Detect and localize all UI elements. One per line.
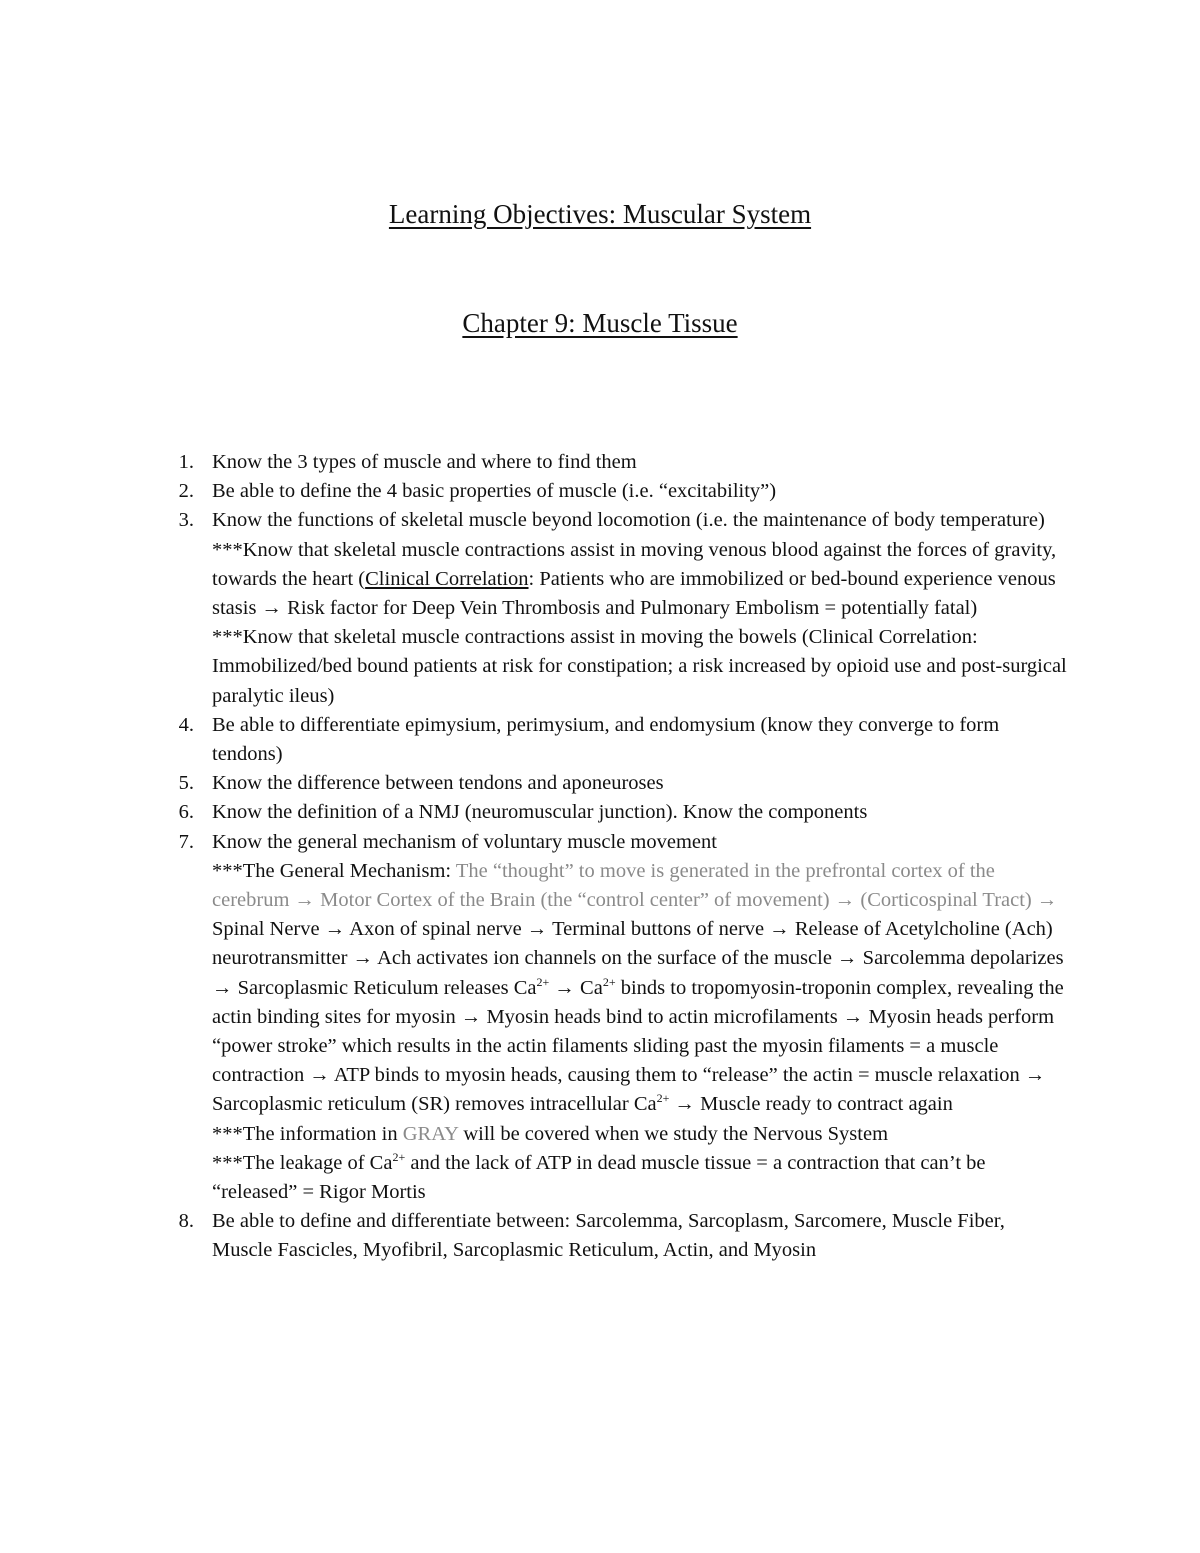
item-text: Know the functions of skeletal muscle beyond locomotion (i.e. the maintenance of body temperature) [212,509,1045,532]
rigor-mortis-note: ***The leakage of $Ca^{2+}$ and the lack of ATP in dead muscle tissue = a contraction that can’t be “released” = Rigor Mortis [212,1149,986,1204]
list-item [168,769,1068,798]
item-number: 7. [178,830,194,853]
objectives-list [168,448,1068,1266]
item-number: 3. [178,509,194,532]
chapter-title: Chapter 9: Muscle Tissue [462,308,738,338]
list-item [168,506,1068,710]
item-number: 5. [178,772,194,795]
list-item [168,711,1068,769]
item-text: Know the 3 types of muscle and where to find them [212,451,637,473]
list-item [168,477,1068,506]
item-text: Know the difference between tendons and aponeuroses [212,772,664,795]
mechanism-note: ***The General Mechanism: The “thought” to move is generated in the prefrontal cortex of the cerebrum → Motor Cortex of the Brain (the “control center” of movement) → (Corticospinal Tract) → Spinal Nerve → Axon of spinal nerve → Terminal buttons of nerve → Release of Acetylcholine (Ach) neurotransmitter → Ach activates ion channels on the surface of the muscle → Sarcolemma depolarizes → Sarcoplasmic Reticulum releases $Ca^{2+} \to Ca^{2+}$ binds to tropomyosin-troponin complex, revealing the actin binding sites for myosin → Myosin heads bind to actin microfilaments → Myosin heads perform “power stroke” which results in the actin filaments sliding past the myosin filaments = a muscle contraction → ATP binds to myosin heads, causing them to “release” the actin = muscle relaxation → Sarcoplasmic reticulum (SR) removes intracellular $Ca^{2+}$ → Muscle ready to contract again [212,859,1064,1116]
item-number: 6. [178,801,194,824]
item-text: Be able to define the 4 basic properties of muscle (i.e. “excitability”) [212,480,777,503]
list-item [168,448,1068,477]
document-title: Learning Objectives: Muscular System [388,199,812,229]
list-item [168,798,1068,827]
item-text: Be able to differentiate epimysium, perimysium, and endomysium (know they converge to form tendons) [212,713,1000,766]
item-number: 4. [178,713,194,736]
item-text: Be able to define and differentiate between: Sarcolemma, Sarcoplasm, Sarcomere, Muscle Fiber, Muscle Fascicles, Myofibril, Sarcoplasmic Reticulum, Actin, and Myosin [212,1210,1005,1262]
item-number: 2. [178,480,194,503]
gray-info-note: ***The information in GRAY will be covered when we study the Nervous System [212,1122,889,1145]
list-item [168,1207,1068,1265]
list-item [168,828,1068,1208]
item-text: Know the general mechanism of voluntary muscle movement [212,830,717,853]
item-number: 8. [178,1210,194,1233]
item-number: 1. [178,451,194,473]
bowel-note: ***Know that skeletal muscle contractions assist in moving the bowels (Clinical Correlation: Immobilized/bed bound patients at risk for constipation; a risk increased by opioid use and post-surgical paralytic ileus) [212,626,1067,707]
gray-mechanism-text: The “thought” to move is generated in the prefrontal cortex of the cerebrum → Motor Cortex of the Brain (the “control center” of movement) → (Corticospinal Tract) → [212,859,1058,912]
item-text: Know the definition of a NMJ (neuromuscular junction). Know the components [212,801,868,824]
venous-note: ***Know that skeletal muscle contractions assist in moving venous blood against the forces of gravity, towards the heart (Clinical Correlation: Patients who are immobilized or bed-bound experience venous stasis → Risk factor for Deep Vein Thrombosis and Pulmonary Embolism = potentially fatal) [212,538,1057,620]
gray-word: GRAY [402,1122,459,1145]
clinical-correlation-label: Clinical Correlation [365,567,529,590]
